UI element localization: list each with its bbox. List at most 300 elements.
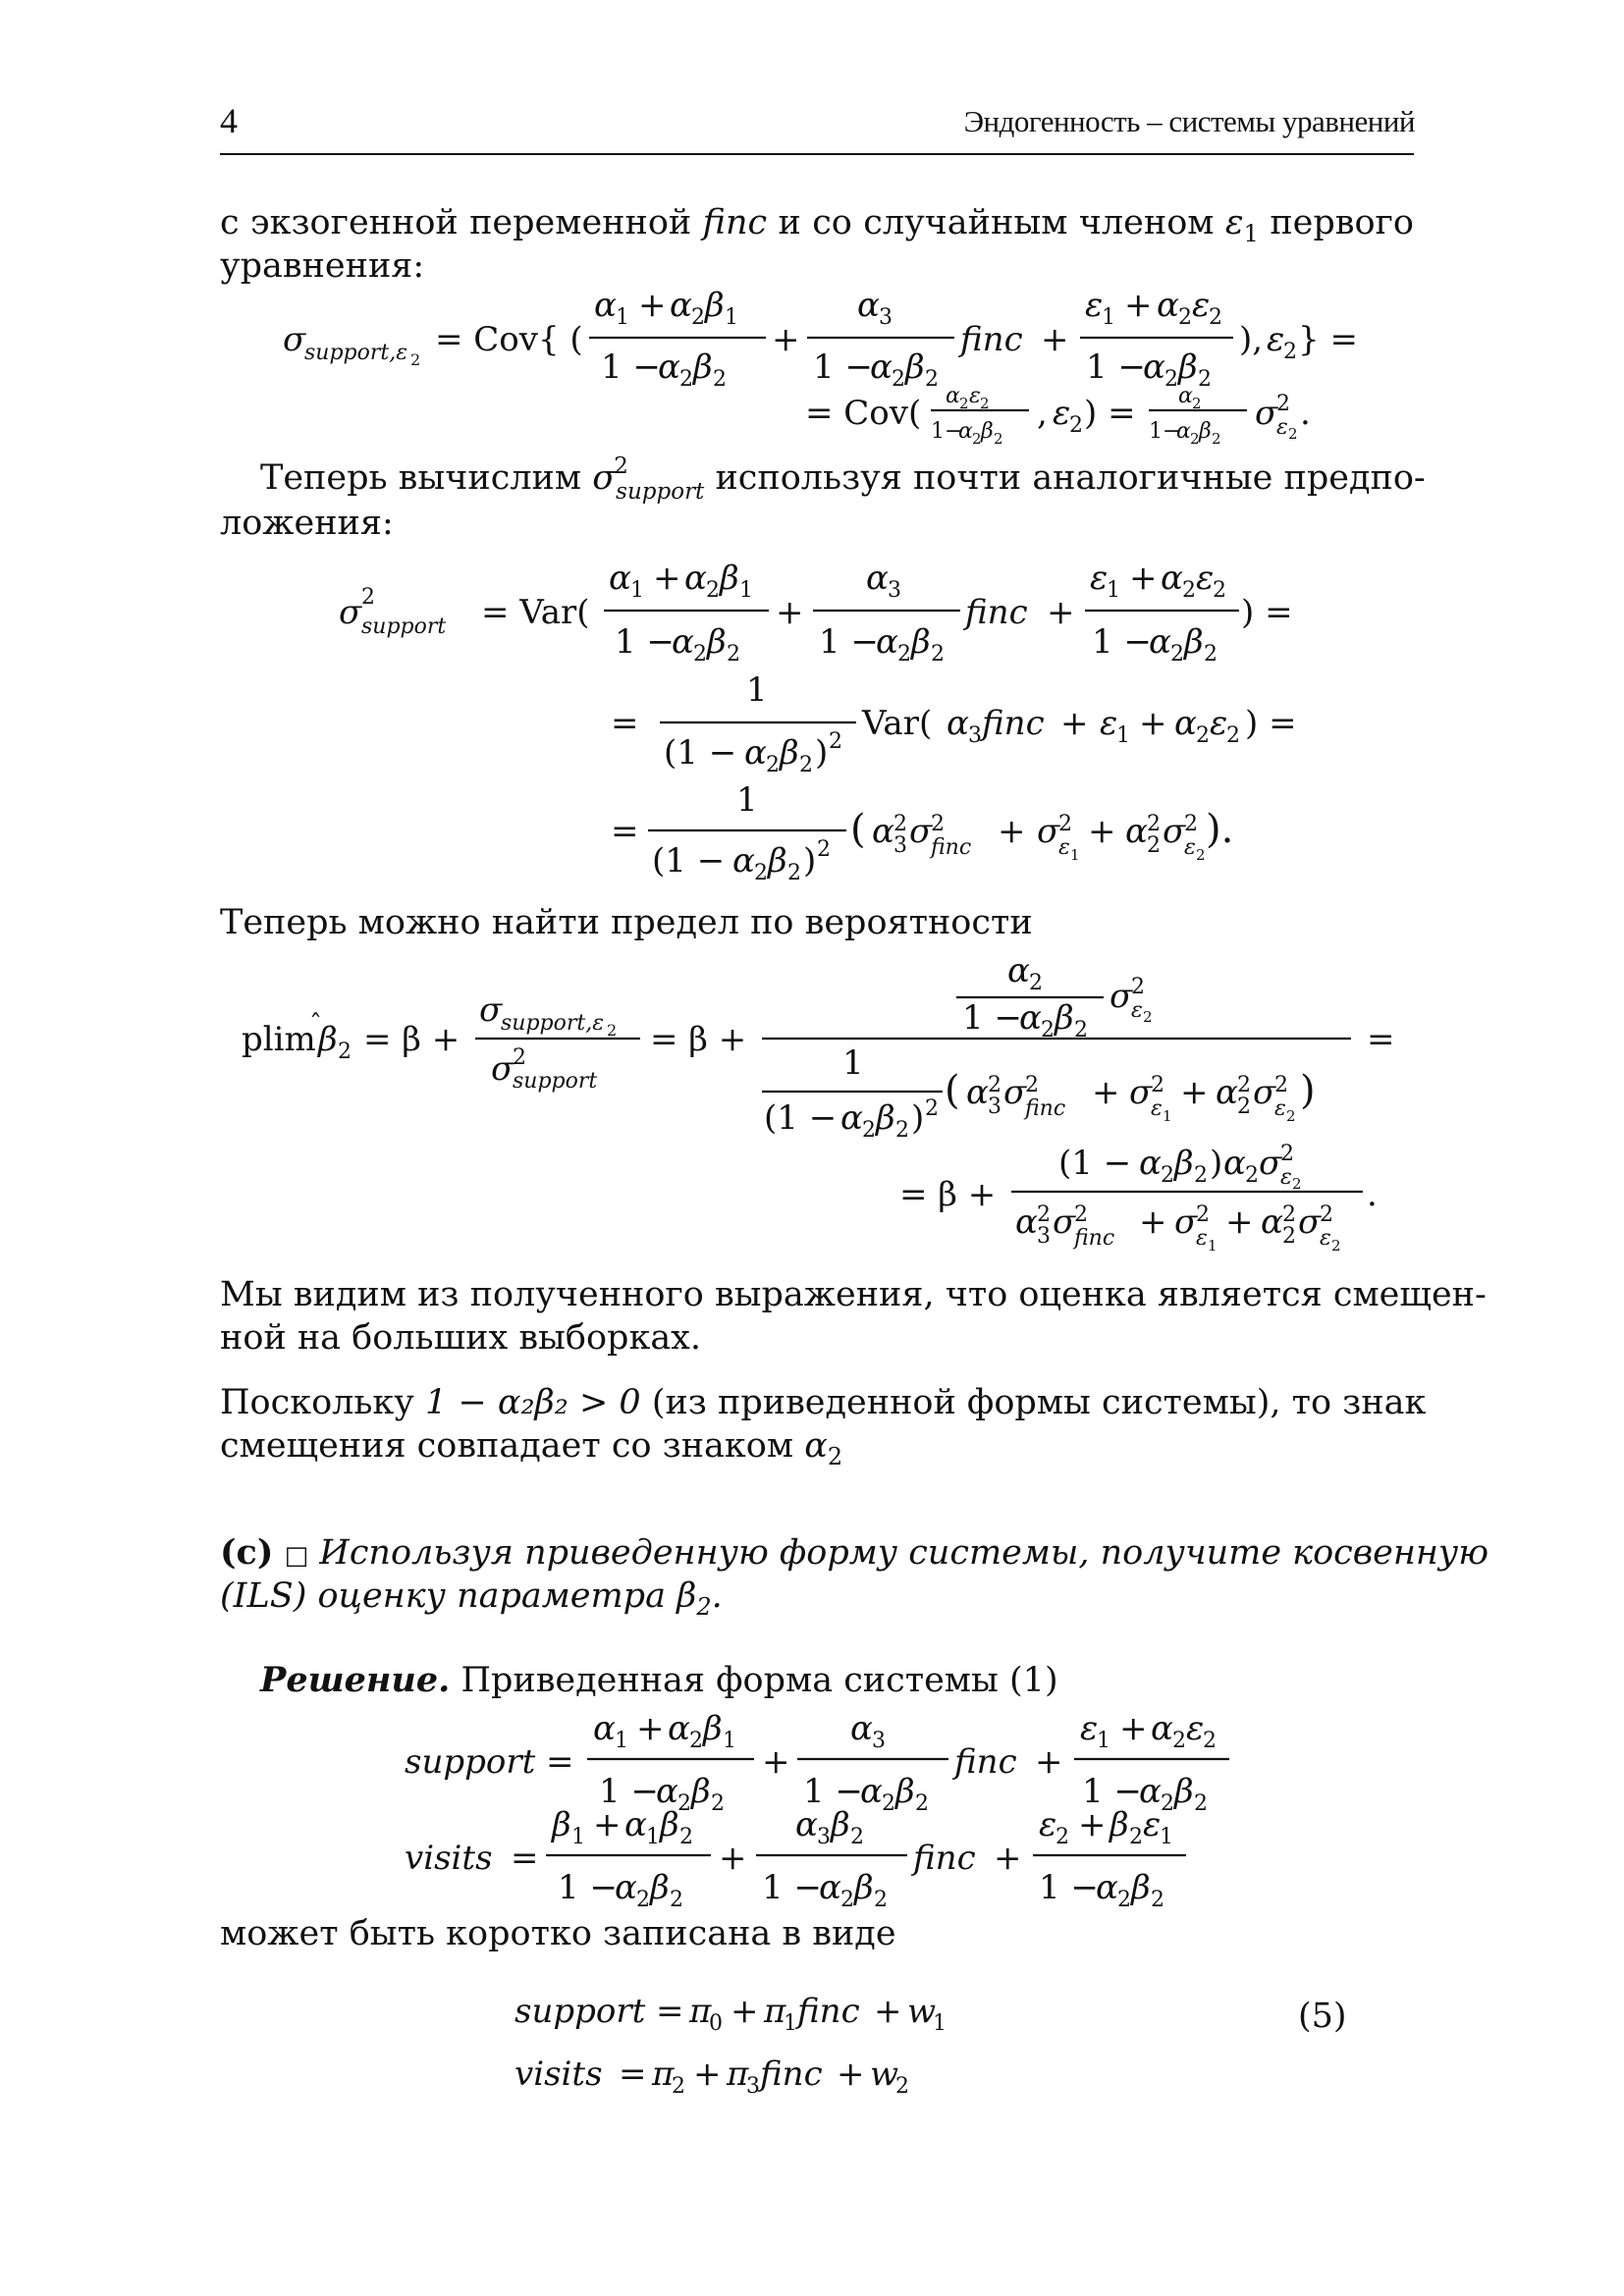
svg-text:+: + [998,812,1026,851]
svg-text:β: β [691,1772,711,1811]
svg-text:ε: ε [1192,286,1211,325]
svg-text:2: 2 [754,861,768,885]
svg-text:β: β [981,419,994,444]
svg-text:π: π [764,1992,786,2031]
svg-text:3: 3 [988,1095,1001,1119]
svg-text:2: 2 [1151,1888,1164,1912]
svg-text:α: α [1157,286,1179,325]
svg-text:ε: ε [1090,559,1109,598]
svg-text:+: + [731,1992,759,2031]
svg-text:1−: 1− [931,419,963,444]
svg-text:2: 2 [1204,642,1218,667]
svg-text:2: 2 [892,367,905,392]
svg-text:2: 2 [1143,1008,1153,1026]
solution-label: Решение. [260,1660,451,1700]
svg-text:α: α [947,704,969,743]
svg-text:2: 2 [1196,723,1210,748]
svg-text:2: 2 [994,430,1003,448]
svg-text:2: 2 [895,1118,909,1143]
svg-text:): ) [1210,1144,1223,1183]
svg-text:3: 3 [1037,1224,1051,1249]
paragraph-line: с экзогенной переменной finc и со случайным членом $\varepsilon_1$ первого [220,203,1414,247]
svg-text:1: 1 [1097,1729,1110,1753]
svg-text:1: 1 [571,1825,585,1849]
svg-text:=: = [1367,1020,1395,1059]
svg-text:β: β [552,1805,571,1844]
svg-text:σ: σ [1037,812,1060,851]
svg-text:2: 2 [1029,971,1043,995]
svg-text:(1 −: (1 − [664,733,737,773]
svg-text:finc: finc [960,320,1023,359]
svg-text:2: 2 [636,1888,650,1912]
svg-text:β: β [1184,622,1204,662]
svg-text:β: β [854,1868,874,1907]
svg-text:2: 2 [862,1118,876,1143]
svg-text:1: 1 [1102,305,1115,330]
svg-text:α: α [1176,419,1191,444]
svg-text:+: + [1078,1805,1107,1844]
svg-text:σ: σ [1129,1073,1153,1112]
svg-text:β: β [1174,1144,1194,1183]
svg-text:3: 3 [746,2074,760,2099]
svg-text:α: α [1174,704,1197,743]
svg-text:2: 2 [727,642,740,667]
svg-text:ε: ε [1085,286,1104,325]
svg-text:.: . [1367,1175,1378,1214]
svg-text:): ) [803,841,817,881]
svg-text:2: 2 [607,1021,618,1040]
svg-text:β: β [831,1805,850,1844]
svg-text:2: 2 [1182,578,1196,603]
svg-text:+: + [1180,1073,1209,1112]
svg-text:Var(: Var( [862,704,933,743]
svg-text:2: 2 [1245,1163,1259,1188]
svg-text:ε: ε [1320,1226,1331,1251]
svg-text:α: α [732,841,755,881]
svg-text:α: α [670,286,692,325]
svg-text:2: 2 [1074,1202,1088,1227]
svg-text:1: 1 [1107,578,1120,603]
svg-text:): ) [815,733,829,773]
svg-text:1: 1 [725,305,738,330]
svg-text:2: 2 [1237,1073,1251,1097]
svg-text:β: β [911,622,931,662]
svg-text:= β +: = β + [650,1020,747,1059]
svg-text:σ: σ [1298,1202,1322,1242]
svg-text:2: 2 [1286,1107,1296,1125]
svg-text:2: 2 [799,753,813,777]
svg-text:β: β [768,841,787,881]
svg-text:2: 2 [1213,578,1226,603]
svg-text:+: + [593,1805,622,1844]
short-form-system [514,1992,947,2099]
svg-text:2: 2 [670,1888,683,1912]
svg-text:ε: ε [1274,1096,1286,1121]
svg-text:α: α [857,286,880,325]
svg-text:α: α [1015,1202,1038,1242]
svg-text:2: 2 [1283,340,1297,364]
svg-text:α: α [1019,998,1042,1038]
var-formula [339,559,1297,885]
svg-text:support,ε: support,ε [501,1011,605,1036]
svg-text:β: β [1110,1805,1129,1844]
svg-text:α: α [1125,812,1148,851]
svg-text:σ: σ [909,812,933,851]
cov-formula-line2 [805,384,1311,448]
svg-text:β: β [1178,347,1198,387]
svg-text:) =: ) = [1084,394,1136,433]
svg-text:α: α [1223,1144,1246,1183]
svg-text:α: α [966,1073,989,1112]
svg-text:α: α [1161,559,1183,598]
svg-text:visits: visits [514,2055,603,2094]
svg-text:2: 2 [1203,1729,1217,1753]
svg-text:2: 2 [1074,1018,1088,1042]
svg-text:0: 0 [709,2011,723,2036]
paragraph-line: смещения совпадает со знаком $\alpha_2$ [220,1426,843,1470]
paragraph-line: Поскольку 1 − α₂β₂ > 0 (из приведенной формы системы), то знак [220,1383,1427,1422]
svg-text:β: β [1055,998,1074,1038]
svg-text:+: + [1119,1709,1148,1748]
svg-text:+: + [719,1839,747,1878]
svg-text:+: + [636,1709,665,1748]
svg-text:+: + [1124,286,1153,325]
svg-text:2: 2 [1184,812,1198,836]
svg-text:σ: σ [1259,1144,1282,1183]
svg-text:w: w [907,1992,937,2031]
svg-text:2: 2 [1288,425,1298,443]
svg-text:2: 2 [931,812,945,836]
svg-text:3: 3 [888,578,901,603]
reduced-form-system [405,1709,1229,1912]
svg-text:+: + [1047,593,1075,632]
svg-text:1: 1 [933,2011,947,2036]
svg-text:2: 2 [1292,1175,1302,1193]
checkbox-icon: □ [284,1541,309,1571]
svg-text:+: + [1225,1202,1254,1242]
svg-text:α: α [840,1098,863,1138]
svg-text:2: 2 [840,1888,854,1912]
svg-text:2: 2 [988,1073,1001,1097]
svg-text:ε: ε [1143,1805,1162,1844]
svg-text:2: 2 [1037,1202,1051,1227]
svg-text:2: 2 [893,812,907,836]
svg-text:α: α [658,347,680,387]
svg-text:+: + [1139,704,1167,743]
svg-text:α: α [795,1805,818,1844]
svg-text:2: 2 [897,642,911,667]
page-number: 4 [220,101,238,140]
svg-text:β: β [780,733,799,773]
svg-text:ε: ε [1196,1226,1208,1251]
svg-text:} =: } = [1298,320,1358,359]
svg-text:2: 2 [693,642,707,667]
svg-text:1: 1 [1116,723,1130,748]
svg-text:2: 2 [1151,1073,1164,1097]
svg-text:=: = [511,1839,539,1878]
svg-text:σ: σ [339,593,362,632]
svg-text:1 −: 1 − [819,622,879,662]
svg-text:finc: finc [965,593,1028,632]
svg-text:2: 2 [1131,975,1145,999]
svg-text:2: 2 [1237,1095,1251,1119]
svg-text:): ) [911,1098,925,1138]
svg-text:.: . [1300,394,1311,433]
svg-text:σ: σ [283,320,306,359]
svg-text:2: 2 [895,2074,909,2099]
svg-text:α: α [866,559,889,598]
svg-text:ε: ε [1186,1709,1205,1748]
svg-text:1 −: 1 − [599,1772,659,1811]
svg-text:= Cov(: = Cov( [805,394,922,433]
svg-text:,: , [1037,394,1048,433]
svg-text:ε: ε [1276,415,1288,440]
svg-text:2: 2 [874,1888,888,1912]
svg-text:α: α [1143,347,1165,387]
svg-text:1: 1 [746,670,768,710]
svg-text:ε: ε [1210,704,1228,743]
svg-text:+: + [762,1742,790,1782]
paragraph-line: уравнения: [220,246,425,286]
svg-text:α: α [624,1805,647,1844]
svg-text:σ: σ [1003,1073,1027,1112]
svg-text:finc: finc [913,1839,976,1878]
svg-text:1 −: 1 − [615,622,675,662]
svg-text:2: 2 [1274,1073,1288,1097]
svg-text:=: = [611,704,639,743]
svg-text:1 −: 1 − [558,1868,618,1907]
svg-text:finc: finc [931,835,972,860]
svg-text:π: π [652,2055,675,2094]
svg-text:2: 2 [1056,1825,1069,1849]
svg-text:= Var(: = Var( [481,593,590,632]
svg-text:ε: ε [1039,1805,1057,1844]
svg-text:3: 3 [968,723,982,748]
svg-text:1: 1 [784,2011,797,2036]
svg-text:= Cov{ (: = Cov{ ( [435,320,583,359]
svg-text:β: β [1131,1868,1151,1907]
svg-text:= β +: = β + [363,1020,460,1059]
svg-text:1 −: 1 − [1086,347,1146,387]
svg-text:+: + [1092,1073,1120,1112]
svg-text:σ: σ [479,990,503,1030]
svg-text:support: support [513,1069,598,1094]
paragraph-line: Теперь можно найти предел по вероятности [220,903,1033,942]
svg-text:): ) [1300,1068,1316,1113]
svg-text:2: 2 [1320,1202,1333,1227]
svg-text:2: 2 [925,367,939,392]
paragraph-line: ной на больших выборках. [220,1318,702,1358]
svg-text:+: + [1041,320,1069,359]
svg-text:finc: finc [797,1992,860,2031]
svg-text:2: 2 [1190,430,1200,448]
svg-text:support: support [514,1992,646,2031]
svg-text:β: β [705,286,725,325]
svg-text:2: 2 [931,642,945,667]
svg-text:α: α [744,733,767,773]
svg-text:=: = [619,2055,647,2094]
svg-text:β: β [1174,1772,1194,1811]
svg-text:ε: ε [1080,1709,1099,1748]
svg-text:2: 2 [679,367,693,392]
svg-text:3: 3 [817,1825,831,1849]
svg-text:finc: finc [1025,1096,1066,1121]
svg-text:2: 2 [817,837,831,862]
svg-text:α: α [958,419,973,444]
svg-text:2: 2 [410,350,421,369]
svg-text:2: 2 [1196,1202,1210,1227]
svg-text:β: β [660,1805,679,1844]
svg-text:α: α [615,1868,637,1907]
svg-text:1 −: 1 − [1082,1772,1142,1811]
svg-text:α: α [672,622,694,662]
svg-text:),: ), [1239,320,1264,359]
svg-text:α: α [872,812,894,851]
svg-text:1: 1 [723,1729,736,1753]
task-label: (c) [220,1532,274,1573]
svg-text:α: α [1151,1709,1173,1748]
svg-text:support: support [361,614,447,639]
svg-text:1: 1 [842,1043,864,1083]
svg-text:2: 2 [1280,1142,1294,1166]
svg-text:finc: finc [982,704,1045,743]
svg-text:σ: σ [1253,1073,1276,1112]
svg-text:support,ε: support,ε [304,341,408,365]
svg-text:2: 2 [1282,1202,1296,1227]
svg-text:α: α [946,384,960,408]
svg-text:+: + [772,320,800,359]
svg-text:2: 2 [850,1825,864,1849]
svg-text:+: + [1139,1202,1167,1242]
svg-text:1 −: 1 − [601,347,661,387]
svg-text:2: 2 [766,753,780,777]
svg-text:1 −: 1 − [962,998,1022,1038]
svg-text:σ: σ [1110,977,1133,1016]
svg-text:β: β [1199,419,1212,444]
svg-text:ε: ε [1151,1096,1163,1121]
running-title: Эндогенность – системы уравнений [963,104,1415,138]
svg-text:ε: ε [1196,559,1215,598]
svg-text:1 −: 1 − [1039,1868,1099,1907]
svg-text:α: α [668,1709,690,1748]
svg-text:2: 2 [677,1791,691,1816]
svg-text:2: 2 [1192,395,1202,412]
svg-text:α: α [1216,1073,1238,1112]
svg-text:).: ). [1206,807,1234,852]
svg-text:(1 −: (1 − [764,1098,838,1138]
svg-text:1: 1 [1163,1107,1172,1125]
svg-text:α: α [1178,384,1193,408]
svg-text:3: 3 [879,305,893,330]
svg-text:β: β [720,559,739,598]
svg-text:ε: ε [1184,835,1196,860]
svg-text:2: 2 [1025,1073,1039,1097]
svg-text:α: α [1139,1144,1162,1183]
svg-text:1: 1 [615,1729,628,1753]
svg-text:2: 2 [1331,1237,1341,1255]
paragraph-line: может быть коротко записана в виде [220,1914,896,1953]
svg-text:2: 2 [689,1729,703,1753]
svg-text:2: 2 [1196,846,1206,864]
svg-text:2: 2 [691,305,705,330]
cov-formula [283,286,1358,392]
svg-text:β: β [318,1020,338,1059]
svg-text:w: w [870,2055,899,2094]
svg-text:α: α [1096,1868,1118,1907]
svg-text:2: 2 [1226,723,1240,748]
svg-text:σ: σ [1163,812,1186,851]
svg-text:2: 2 [1147,812,1161,836]
svg-text:+: + [837,2055,865,2094]
svg-text:β: β [905,347,925,387]
svg-text:2: 2 [713,367,727,392]
svg-text:2: 2 [787,861,801,885]
svg-text:=: = [656,1992,684,2031]
svg-text:2: 2 [972,430,982,448]
svg-text:β: β [707,622,727,662]
svg-text:2: 2 [1170,642,1184,667]
svg-text:σ: σ [491,1049,514,1089]
svg-text:α: α [684,559,707,598]
svg-text:+: + [653,559,681,598]
svg-text:α: α [860,1772,883,1811]
svg-text:σ: σ [1174,1202,1198,1242]
svg-text:β: β [693,347,713,387]
svg-text:=: = [546,1742,574,1782]
svg-text:ε: ε [1131,998,1143,1023]
solution-line: Решение. Приведенная форма системы (1) [260,1660,1058,1700]
svg-text:2: 2 [672,2074,685,2099]
svg-text:finc: finc [1074,1226,1115,1251]
svg-text:2: 2 [1282,1224,1296,1249]
svg-text:α: α [1007,951,1030,990]
paragraph-line: Теперь вычислим σ 2 $_{support}$ используя почти аналогичные предпо- [260,454,1426,505]
equation-number: (5) [1298,1997,1347,2036]
svg-text:α: α [594,286,617,325]
svg-text:2: 2 [1276,392,1290,416]
svg-text:+: + [1088,812,1116,851]
svg-text:σ: σ [1053,1202,1076,1242]
svg-text:1: 1 [1070,846,1080,864]
svg-text:1 −: 1 − [813,347,873,387]
svg-text:+: + [638,286,667,325]
svg-text:2: 2 [513,1045,526,1070]
svg-text:ε: ε [969,384,981,408]
svg-text:1 −: 1 − [762,1868,822,1907]
svg-text:+: + [1035,1742,1063,1782]
svg-text:ε: ε [1053,394,1071,433]
svg-text:α: α [1261,1202,1283,1242]
svg-text:2: 2 [1164,367,1178,392]
svg-text:2: 2 [1209,305,1222,330]
svg-text:2: 2 [959,395,969,412]
plim-formula [242,951,1395,1255]
svg-text:α: α [656,1772,678,1811]
svg-text:1: 1 [1208,1237,1218,1255]
svg-text:+: + [1060,704,1089,743]
svg-text:2: 2 [1161,1791,1174,1816]
svg-text:2: 2 [915,1791,929,1816]
svg-text:σ: σ [1255,394,1278,433]
svg-text:=: = [611,812,639,851]
task-c-line: (ILS) оценку параметра $\beta_2$. [220,1576,723,1621]
svg-text:1: 1 [646,1825,660,1849]
svg-text:1: 1 [736,780,758,820]
svg-text:β: β [895,1772,915,1811]
svg-text:visits: visits [405,1839,493,1878]
svg-text:ε: ε [1100,704,1118,743]
svg-text:β: β [703,1709,723,1748]
